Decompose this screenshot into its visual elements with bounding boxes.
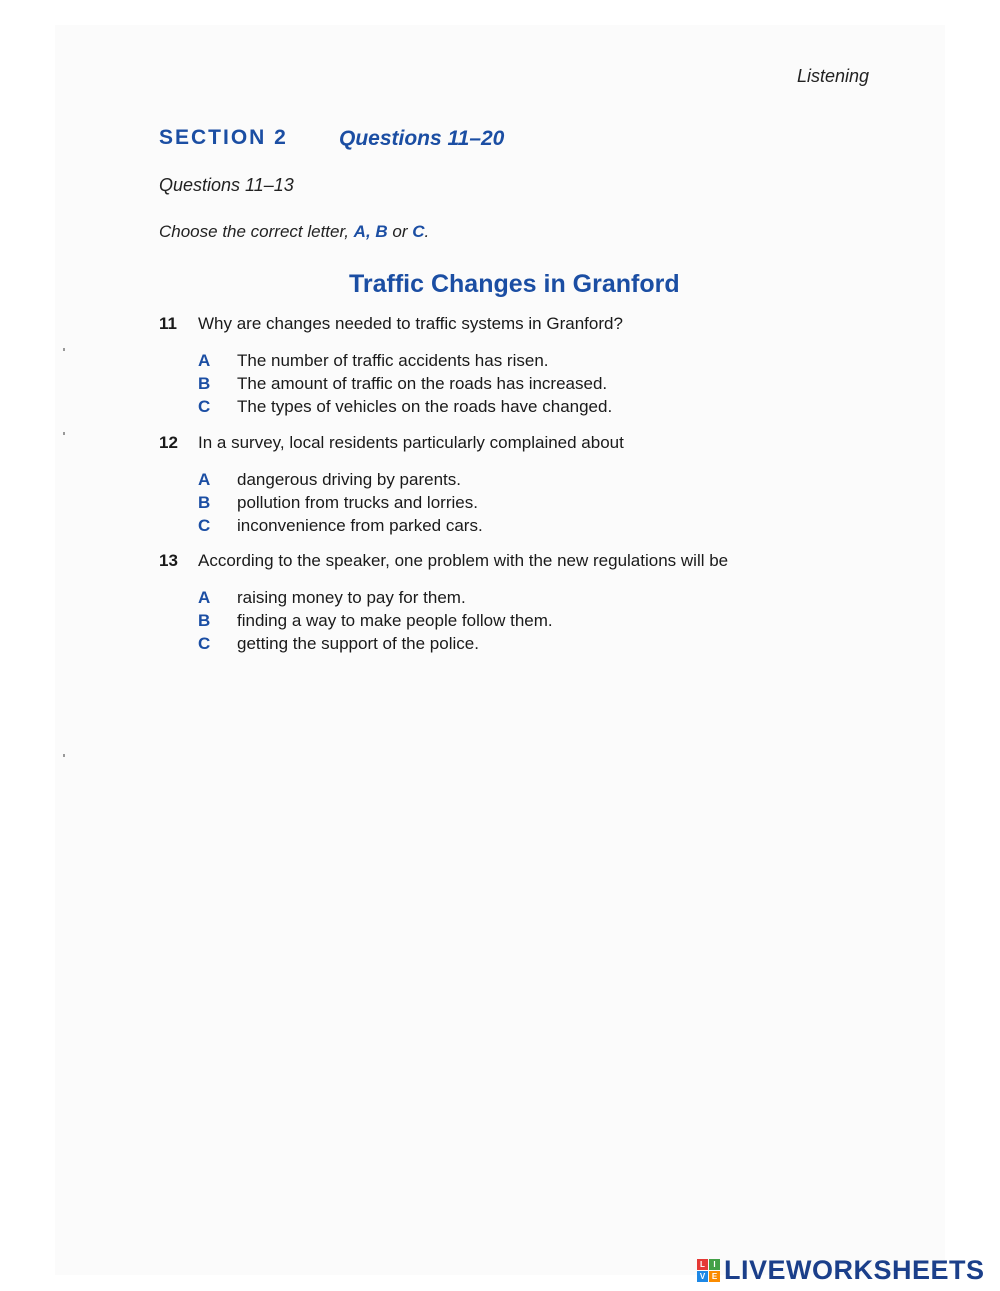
instruction [159,222,429,242]
logo-tile: L [697,1259,708,1270]
option-text: getting the support of the police. [237,634,479,653]
option-text: The amount of traffic on the roads has increased. [237,374,608,393]
option-text: finding a way to make people follow them. [237,611,553,630]
question-number: 11 [159,314,177,333]
option-letter: A [198,588,211,607]
option-letter: B [198,611,211,630]
question-range: Questions 11–13 [159,175,294,195]
section-heading [159,126,505,150]
question-text: Why are changes needed to traffic systems in Granford? [198,314,623,333]
document-page [55,25,945,1275]
logo-tile: E [709,1271,720,1282]
option-text: pollution from trucks and lorries. [237,493,478,512]
page-title: Traffic Changes in Granford [349,270,680,298]
option-text: dangerous driving by parents. [237,470,461,489]
instruction-letter-a: A [353,222,366,241]
option-letter: A [198,351,211,370]
option-letter: C [198,634,211,653]
scan-mark [63,348,65,351]
running-header: Listening [797,66,870,86]
option-text: The types of vehicles on the roads have changed. [237,397,613,416]
logo-icon [697,1259,720,1282]
scan-mark [63,754,65,757]
option-letter: C [198,516,211,535]
option-text: inconvenience from parked cars. [237,516,483,535]
logo-text: LIVEWORKSHEETS [724,1254,985,1285]
option-text: The number of traffic accidents has risen. [237,351,549,370]
option-text: raising money to pay for them. [237,588,466,607]
instruction-prefix: Choose the correct letter, [159,222,354,241]
section-questions: Questions 11–20 [339,127,505,150]
instruction-suffix: . [424,222,430,241]
option-letter: B [198,493,211,512]
logo-tile: I [709,1259,720,1270]
liveworksheets-logo[interactable] [697,1254,985,1286]
logo-tile: V [697,1271,708,1282]
option-letter: A [198,470,211,489]
instruction-letter-b: B [375,222,388,241]
question-number: 12 [159,433,178,452]
question-text: In a survey, local residents particularly complained about [198,433,624,452]
option-letter: C [198,397,211,416]
instruction-comma: , [365,222,376,241]
option-letter: B [198,374,211,393]
instruction-or: or [387,222,413,241]
question-text: According to the speaker, one problem with the new regulations will be [198,551,729,570]
scan-mark [63,432,65,435]
section-label: SECTION 2 [159,126,288,149]
question-number: 13 [159,551,178,570]
instruction-letter-c: C [412,222,425,241]
